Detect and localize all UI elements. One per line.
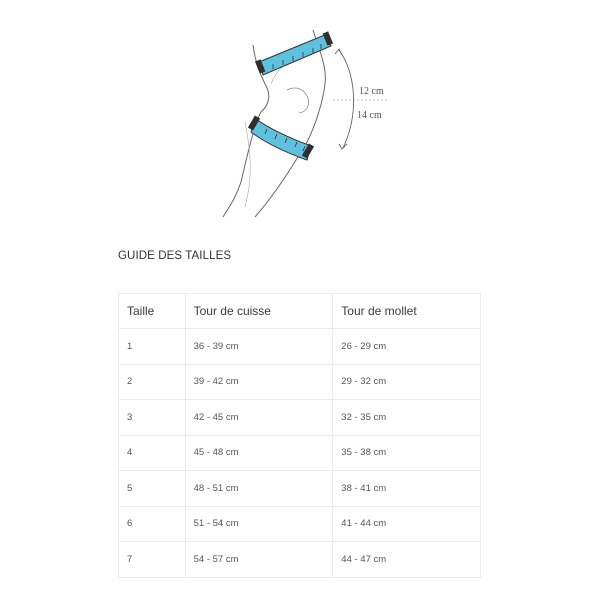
cell-calf: 41 - 44 cm [333, 506, 481, 542]
cell-size: 1 [119, 329, 186, 365]
measurement-arrow [333, 49, 387, 149]
cell-thigh: 42 - 45 cm [185, 400, 333, 436]
table-row [119, 471, 481, 507]
size-guide-table [118, 293, 481, 578]
cell-size: 3 [119, 400, 186, 436]
cell-size: 5 [119, 471, 186, 507]
cell-size: 6 [119, 506, 186, 542]
cell-calf: 26 - 29 cm [333, 329, 481, 365]
header-calf: Tour de mollet [333, 294, 481, 329]
kneecap-outline [287, 88, 309, 113]
cell-size: 7 [119, 542, 186, 578]
table-row [119, 329, 481, 365]
table-header-row [119, 294, 481, 329]
above-knee-label: 12 cm [359, 86, 384, 97]
leg-measurement-illustration [215, 12, 395, 222]
header-thigh: Tour de cuisse [185, 294, 333, 329]
cell-size: 2 [119, 364, 186, 400]
cell-thigh: 51 - 54 cm [185, 506, 333, 542]
cell-calf: 38 - 41 cm [333, 471, 481, 507]
calf-measure-band [248, 115, 314, 160]
table-row [119, 542, 481, 578]
leg-drawing [215, 12, 395, 222]
size-guide-title: GUIDE DES TAILLES [118, 250, 232, 262]
cell-calf: 44 - 47 cm [333, 542, 481, 578]
table-row [119, 364, 481, 400]
cell-thigh: 48 - 51 cm [185, 471, 333, 507]
cell-calf: 35 - 38 cm [333, 435, 481, 471]
table-row [119, 400, 481, 436]
calf-shading-line [245, 122, 250, 207]
cell-calf: 29 - 32 cm [333, 364, 481, 400]
table-row [119, 506, 481, 542]
cell-size: 4 [119, 435, 186, 471]
table-row [119, 435, 481, 471]
cell-thigh: 45 - 48 cm [185, 435, 333, 471]
cell-thigh: 36 - 39 cm [185, 329, 333, 365]
header-size: Taille [119, 294, 186, 329]
cell-thigh: 54 - 57 cm [185, 542, 333, 578]
cell-thigh: 39 - 42 cm [185, 364, 333, 400]
thigh-measure-band [255, 31, 333, 75]
below-knee-label: 14 cm [357, 110, 382, 121]
cell-calf: 32 - 35 cm [333, 400, 481, 436]
